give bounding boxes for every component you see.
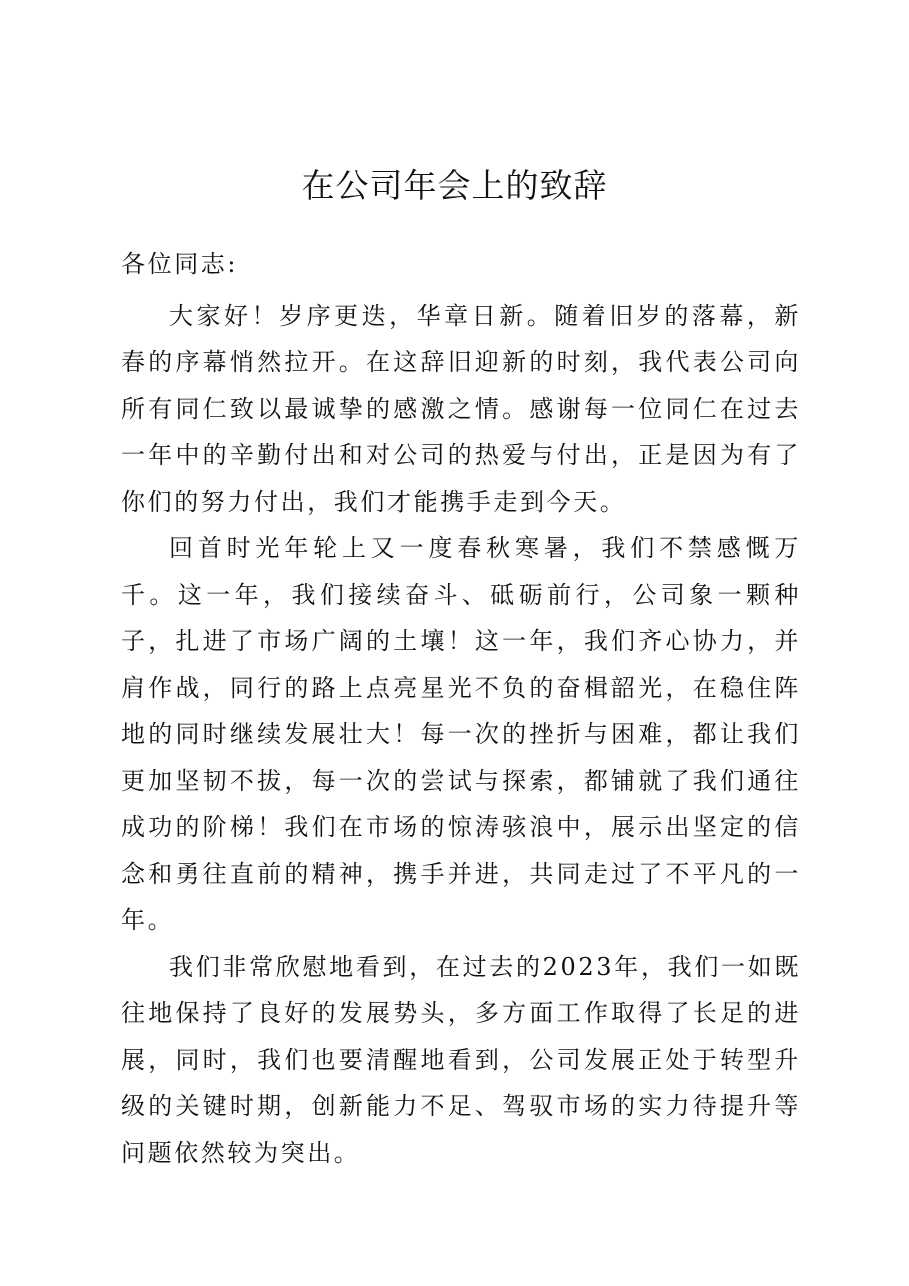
document-title: 在公司年会上的致辞	[301, 166, 608, 205]
paragraph-3: 我们非常欣慰地看到，在过去的2023年，我们一如既往地保持了良好的发展势头，多方面工作取得了长足的进展，同时，我们也要清醒地看到，公司发展正处于转型升级的关键时期，创新能力不足、驾驭市场的实力待提升等问题依然较为突出。	[121, 952, 801, 1167]
paragraph-2: 回首时光年轮上又一度春秋寒暑，我们不禁感慨万千。这一年，我们接续奋斗、砥砺前行，公司象一颗种子，扎进了市场广阔的土壤！这一年，我们齐心协力，并肩作战，同行的路上点亮星光不负的奋楫韶光，在稳住阵地的同时继续发展壮大！每一次的挫折与困难，都让我们更加坚韧不拔，每一次的尝试与探索，都铺就了我们通往成功的阶梯！我们在市场的惊涛骇浪中，展示出坚定的信念和勇往直前的精神，携手并进，共同走过了不平凡的一年。	[121, 534, 801, 934]
salutation: 各位同志:	[121, 250, 239, 278]
paragraph-1: 大家好！岁序更迭，华章日新。随着旧岁的落幕，新春的序幕悄然拉开。在这辞旧迎新的时刻，我代表公司向所有同仁致以最诚挚的感激之情。感谢每一位同仁在过去一年中的辛勤付出和对公司的热爱与付出，正是因为有了你们的努力付出，我们才能携手走到今天。	[121, 301, 801, 516]
document-body	[121, 241, 801, 1176]
